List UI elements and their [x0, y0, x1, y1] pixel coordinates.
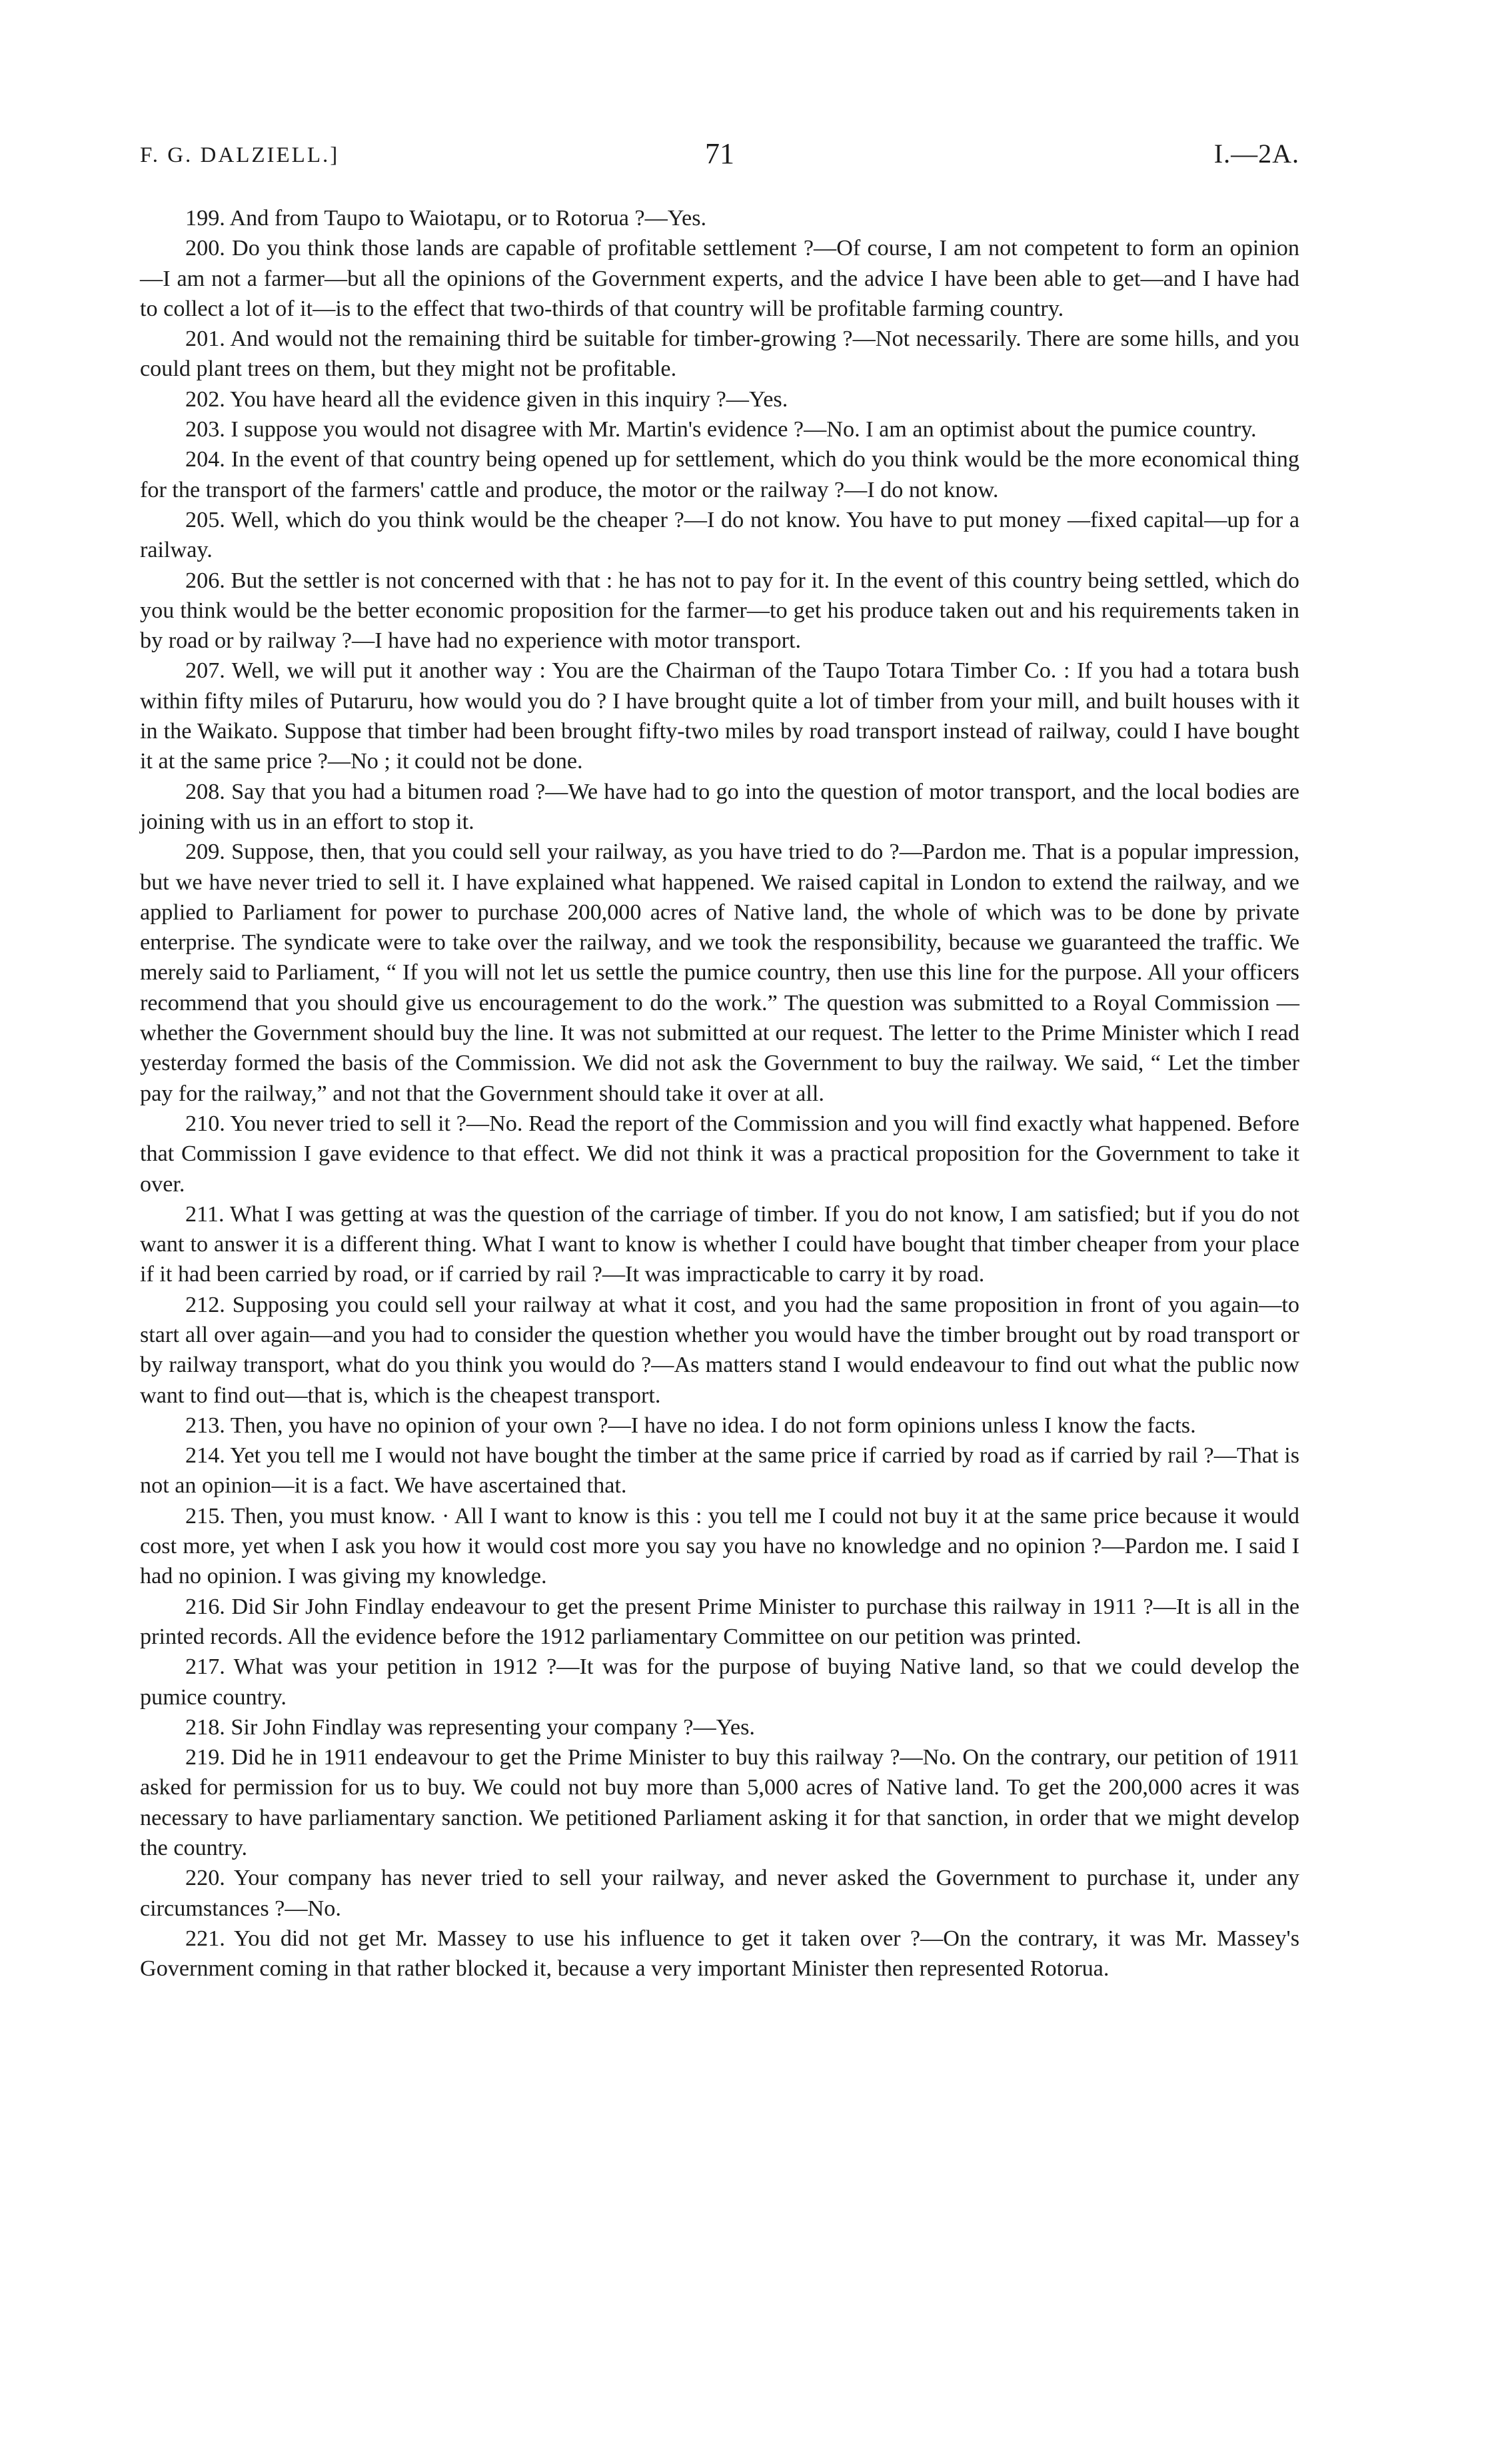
witness-name-header: F. G. DALZIELL.]: [140, 143, 340, 167]
paragraph-217: 217. What was your petition in 1912 ?—It was for the purpose of buying Native land, so that we could develop the pumice country.: [140, 1654, 1299, 1710]
paragraph-219: 219. Did he in 1911 endeavour to get the Prime Minister to buy this railway ?—No. On the contrary, our petition of 1911 asked for permission for us to buy. We could not buy more than 5,000 acres of Native land. To get the 200,000 acres it was necessary to have parliamentary sanction. We petitioned Parliament asking it for that sanction, in order that we might develop the country.: [140, 1745, 1299, 1861]
paragraph-207: 207. Well, we will put it another way : You are the Chairman of the Taupo Totara Timber Co. : If you had a totara bush within fifty miles of Putaruru, how would you do ? I have brought quite a lot of timber from your mill, and built houses with it in the Waikato. Suppose that timber had been brought fifty-two miles by road transport instead of railway, could I have bought it at the same price ?—No ; it could not be done.: [140, 658, 1299, 774]
page-number: 71: [705, 137, 734, 170]
paragraph-212: 212. Supposing you could sell your railway at what it cost, and you had the same proposition in front of you again—to start all over again—and you had to consider the question whether you would have the timber brought out by road transport or by railway transport, what do you think you would do ?—As matters stand I would endeavour to find out what the public now want to find out—that is, which is the cheapest transport.: [140, 1292, 1299, 1408]
paragraph-206: 206. But the settler is not concerned with that : he has not to pay for it. In the event of this country being settled, which do you think would be the better economic proposition for the farmer—to get his produce taken out and his requirements taken in by road or by railway ?—I have had no experience with motor transport.: [140, 568, 1299, 654]
paragraph-213: 213. Then, you have no opinion of your own ?—I have no idea. I do not form opinions unless I know the facts.: [185, 1413, 1196, 1438]
paragraph-200: 200. Do you think those lands are capable of profitable settlement ?—Of course, I am not competent to form an opinion—I am not a farmer—but all the opinions of the Government experts, and the advice I have been able to get—and I have had to collect a lot of it—is to the effect that two-thirds of that country will be profitable farming country.: [140, 236, 1299, 321]
paragraph-211: 211. What I was getting at was the question of the carriage of timber. If you do not know, I am satisfied; but if you do not want to answer it is a different thing. What I want to know is whether I could have bought that timber cheaper from your place if it had been carried by road, or if carried by rail ?—It was impracticable to carry it by road.: [140, 1201, 1299, 1287]
paragraph-215: 215. Then, you must know. · All I want to know is this : you tell me I could not buy it at the same price because it would cost more, yet when I ask you how it would cost more you say you have no knowledge and no opinion ?—Pardon me. I said I had no opinion. I was giving my knowledge.: [140, 1503, 1299, 1589]
paragraph-199: 199. And from Taupo to Waiotapu, or to Rotorua ?—Yes.: [185, 206, 707, 231]
paragraph-204: 204. In the event of that country being opened up for settlement, which do you think would be the more economical thing for the transport of the farmers' cattle and produce, the motor or the railway ?—I do not know.: [140, 447, 1299, 502]
page-header: [140, 137, 1299, 177]
testimony-body: [140, 203, 1299, 1984]
paragraph-220: 220. Your company has never tried to sell your railway, and never asked the Government to purchase it, under any circumstances ?—No.: [140, 1866, 1299, 1921]
paragraph-216: 216. Did Sir John Findlay endeavour to get the present Prime Minister to purchase this railway in 1911 ?—It is all in the printed records. All the evidence before the 1912 parliamentary Committee on our petition was printed.: [140, 1594, 1299, 1649]
paragraph-202: 202. You have heard all the evidence given in this inquiry ?—Yes.: [185, 386, 788, 412]
paragraph-209: 209. Suppose, then, that you could sell your railway, as you have tried to do ?—Pardon me. That is a popular impression, but we have never tried to sell it. I have explained what happened. We raised capital in London to extend the railway, and we applied to Parliament for power to purchase 200,000 acres of Native land, the whole of which was to be done by private enterprise. The syndicate were to take over the railway, and we took the responsibility, because we guaranteed the traffic. We merely said to Parliament, “ If you will not let us settle the pumice country, then use this line for the purpose. All your officers recommend that you should give us encouragement to do the work.” The question was submitted to a Royal Commission — whether the Government should buy the line. It was not submitted at our request. The letter to the Prime Minister which I read yesterday formed the basis of the Commission. We did not ask the Government to buy the railway. We said, “ Let the timber pay for the railway,” and not that the Government should take it over at all.: [140, 840, 1299, 1106]
document-page: [140, 137, 1299, 1984]
paragraph-210: 210. You never tried to sell it ?—No. Read the report of the Commission and you will find exactly what happened. Before that Commission I gave evidence to that effect. We did not think it was a practical proposition for the Government to take it over.: [140, 1111, 1299, 1197]
paragraph-208: 208. Say that you had a bitumen road ?—We have had to go into the question of motor transport, and the local bodies are joining with us in an effort to stop it.: [140, 779, 1299, 834]
paragraph-221: 221. You did not get Mr. Massey to use his influence to get it taken over ?—On the contrary, it was Mr. Massey's Government coming in that rather blocked it, because a very important Minister then represented Rotorua.: [140, 1926, 1299, 1982]
paragraph-214: 214. Yet you tell me I would not have bought the timber at the same price if carried by road as if carried by rail ?—That is not an opinion—it is a fact. We have ascertained that.: [140, 1443, 1299, 1499]
paragraph-218: 218. Sir John Findlay was representing your company ?—Yes.: [185, 1714, 755, 1740]
paragraph-201: 201. And would not the remaining third be suitable for timber-growing ?—Not necessarily. There are some hills, and you could plant trees on them, but they might not be profitable.: [140, 326, 1299, 382]
paragraph-203: 203. I suppose you would not disagree with Mr. Martin's evidence ?—No. I am an optimist about the pumice country.: [185, 417, 1257, 442]
document-reference: I.—2A.: [1213, 139, 1299, 169]
paragraph-205: 205. Well, which do you think would be the cheaper ?—I do not know. You have to put money —fixed capital—up for a railway.: [140, 507, 1299, 563]
